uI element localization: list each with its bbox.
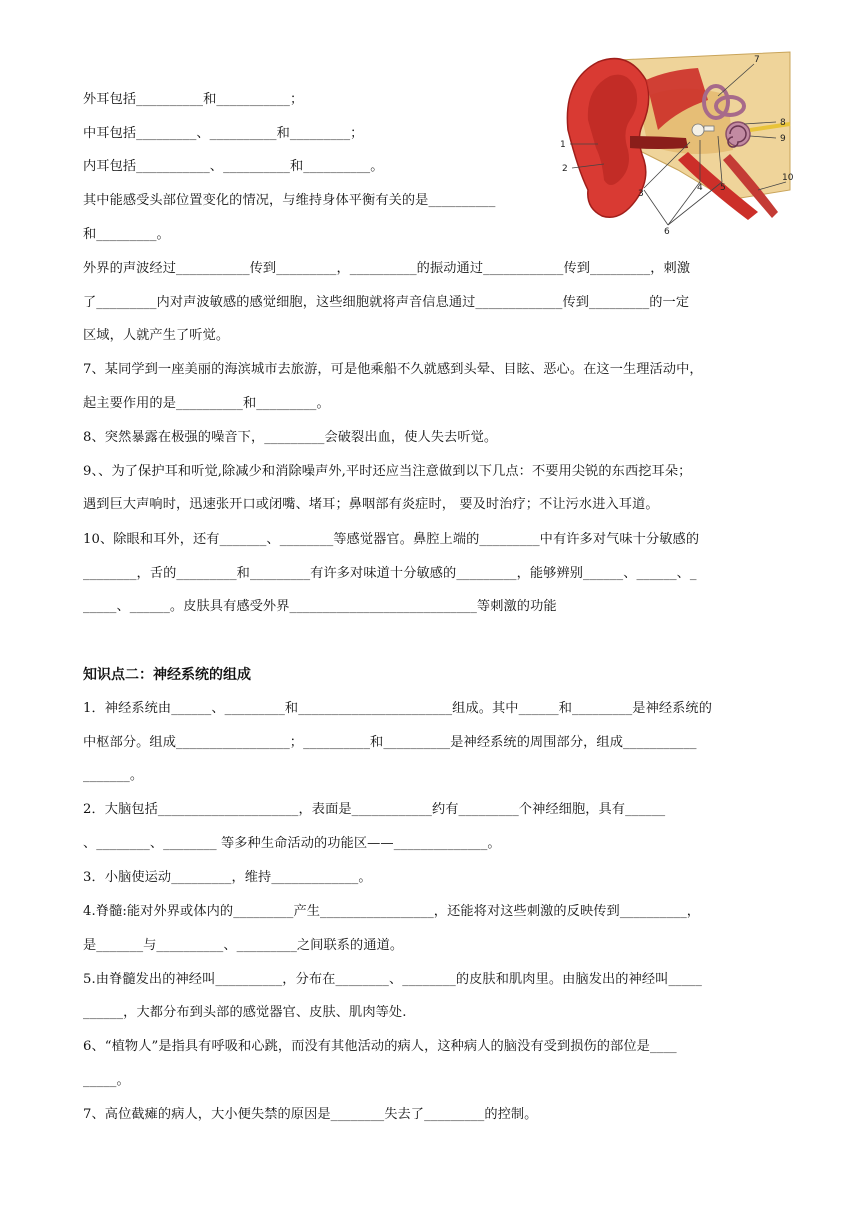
- text-line: 中耳包括_________、__________和_________；: [83, 126, 364, 141]
- figure-label: 1: [560, 140, 566, 150]
- text-line: 中枢部分。组成_________________；__________和__________是神经系统的周围部分，组成___________: [83, 735, 697, 750]
- text-line: 9、、为了保护耳和听觉,除减少和消除噪声外,平时还应当注意做到以下几点：不要用尖锐的东西挖耳朵；: [83, 464, 692, 479]
- text-line: 1．神经系统由______、_________和_______________________组成。其中______和_________是神经系统的: [83, 701, 713, 716]
- figure-label: 4: [697, 183, 703, 193]
- section-heading: 知识点二：神经系统的组成: [83, 667, 251, 683]
- text-line: 3．小脑使运动_________，维持_____________。: [83, 870, 372, 885]
- figure-label: 10: [782, 173, 794, 183]
- text-line: 外界的声波经过___________传到_________，__________的振动通过____________传到_________，刺激: [83, 261, 691, 276]
- figure-label: 3: [638, 189, 644, 199]
- figure-label: 5: [720, 183, 726, 193]
- ear-anatomy-figure: [558, 40, 798, 236]
- text-line: 起主要作用的是__________和_________。: [83, 396, 330, 411]
- text-line: 2．大脑包括_____________________，表面是____________约有_________个神经细胞，具有______: [83, 802, 666, 817]
- figure-label: 8: [780, 118, 786, 128]
- text-line: 6、“植物人”是指具有呼吸和心跳，而没有其他活动的病人，这种病人的脑没有受到损伤的部位是____: [83, 1039, 677, 1054]
- text-line: 7、高位截瘫的病人，大小便失禁的原因是________失去了_________的控制。: [83, 1107, 538, 1122]
- text-line: 4.脊髓:能对外界或体内的_________产生_________________，还能将对这些刺激的反映传到__________，: [83, 904, 701, 919]
- text-line: _______。: [83, 768, 144, 783]
- text-line: 10、除眼和耳外，还有_______、________等感觉器官。鼻腔上端的_________中有许多对气味十分敏感的: [83, 532, 700, 547]
- text-line: 5.由脊髓发出的神经叫__________，分布在________、________的皮肤和肌肉里。由脑发出的神经叫_____: [83, 972, 702, 987]
- text-line: 是_______与__________、_________之间联系的通道。: [83, 938, 404, 953]
- text-line: _____、______。皮肤具有感受外界____________________________等刺激的功能: [83, 599, 557, 614]
- text-line: 8、突然暴露在极强的噪音下，_________会破裂出血，使人失去听觉。: [83, 430, 498, 445]
- text-line: 遇到巨大声响时，迅速张开口或闭嘴、堵耳；鼻咽部有炎症时， 要及时治疗；不让污水进入耳道。: [83, 497, 659, 512]
- figure-label: 2: [562, 164, 568, 174]
- text-line: 、________、________ 等多种生命活动的功能区——______________。: [83, 836, 501, 851]
- text-line: 和_________。: [83, 227, 170, 242]
- text-line: 外耳包括__________和___________；: [83, 92, 304, 107]
- text-line: ________，舌的_________和_________有许多对味道十分敏感的_________，能够辨别______、______、_: [83, 566, 697, 581]
- text-line: 了_________内对声波敏感的感觉细胞，这些细胞就将声音信息通过_____________传到_________的一定: [83, 295, 690, 310]
- text-line: ______，大都分布到头部的感觉器官、皮肤、肌肉等处.: [83, 1005, 407, 1020]
- text-line: 7、某同学到一座美丽的海滨城市去旅游，可是他乘船不久就感到头晕、目眩、恶心。在这一生理活动中，: [83, 362, 703, 377]
- text-line: _____。: [83, 1073, 130, 1088]
- text-line: 内耳包括___________、__________和__________。: [83, 159, 384, 174]
- figure-label: 9: [780, 134, 786, 144]
- figure-label: 6: [664, 227, 670, 236]
- text-line: 区域，人就产生了听觉。: [83, 328, 230, 343]
- text-line: 其中能感受头部位置变化的情况，与维持身体平衡有关的是__________: [83, 193, 496, 208]
- figure-label: 7: [754, 55, 760, 65]
